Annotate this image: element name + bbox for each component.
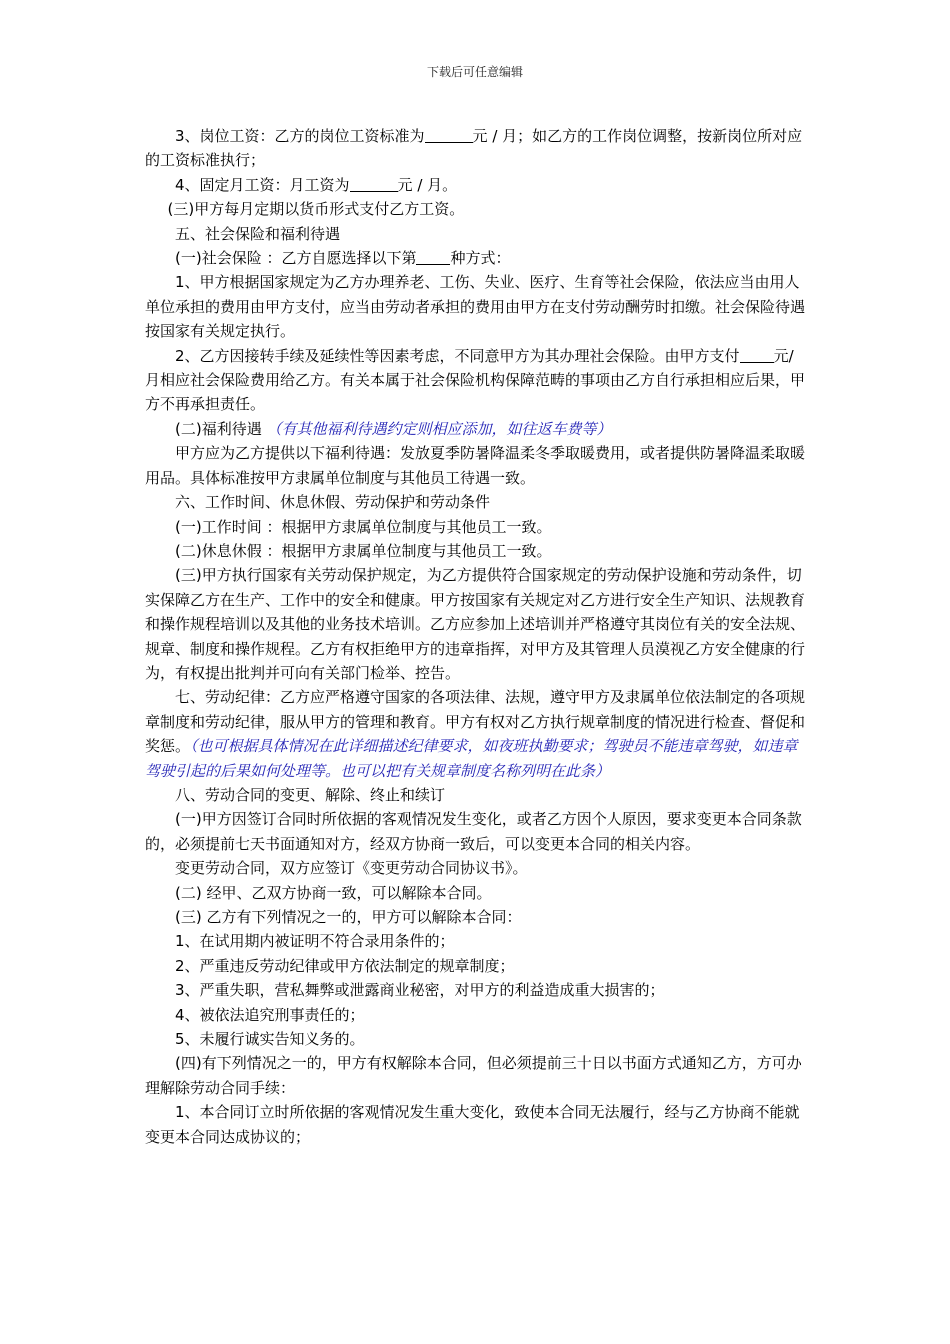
note-text: （也可根据具体情况在此详细描述纪律要求，如夜班执勤要求；驾驶员不能违章驾驶，如违章驾驶引起的后果如何处理等。也可以把有关规章制度名称列明在此条） xyxy=(145,737,798,780)
paragraph: 3、岗位工资：乙方的岗位工资标准为 元 / 月；如乙方的工作岗位调整，按新岗位所对应的工资标准执行； xyxy=(145,127,803,170)
note-text: （有其他福利待遇约定则相应添加，如往返车费等） xyxy=(266,419,612,438)
paragraph: (二) 经甲、乙双方协商一致，可以解除本合同。 xyxy=(175,883,492,902)
list-item: 1、在试用期内被证明不符合录用条件的； xyxy=(175,932,455,951)
section-heading: 五、社会保险和福利待遇 xyxy=(175,224,341,243)
paragraph: 2、乙方因接转手续及延续性等因素考虑，不同意甲方为其办理社会保险。由甲方支付 元/月相应社会保险费用给乙方。有关本属于社会保险机构保障范畴的事项由乙方自行承担相应后果，甲方不再承担责任。 xyxy=(145,346,806,414)
section-heading: 八、劳动合同的变更、解除、终止和续订 xyxy=(175,785,446,804)
paragraph: (四)有下列情况之一的，甲方有权解除本合同，但必须提前三十日以书面方式通知乙方，方可办理解除劳动合同手续： xyxy=(145,1054,802,1097)
paragraph: (二)福利待遇 （有其他福利待遇约定则相应添加，如往返车费等） xyxy=(175,419,612,438)
section-heading: 六、工作时间、休息休假、劳动保护和劳动条件 xyxy=(175,493,491,512)
document-body xyxy=(145,124,808,1149)
paragraph: (二)休息休假 ：根据甲方隶属单位制度与其他员工一致。 xyxy=(175,541,552,560)
paragraph: (三)甲方每月定期以货币形式支付乙方工资。 xyxy=(167,200,465,219)
fill-blank[interactable] xyxy=(425,128,473,143)
paragraph: (三) 乙方有下列情况之一的，甲方可以解除本合同： xyxy=(175,908,522,926)
list-item: 4、被依法追究刑事责任的； xyxy=(175,1005,365,1024)
list-item: 1、本合同订立时所依据的客观情况发生重大变化，致使本合同无法履行，经与乙方协商不能就变更本合同达成协议的； xyxy=(145,1103,800,1146)
fill-blank[interactable] xyxy=(740,348,774,363)
fill-blank[interactable] xyxy=(416,250,450,265)
paragraph: (一)工作时间 ：根据甲方隶属单位制度与其他员工一致。 xyxy=(175,517,552,536)
paragraph: 变更劳动合同，双方应签订《变更劳动合同协议书》。 xyxy=(175,859,528,878)
fill-blank[interactable] xyxy=(350,177,398,192)
paragraph: (一)甲方因签订合同时所依据的客观情况发生变化，或者乙方因个人原因，要求变更本合同条款的，必须提前七天书面通知对方，经双方协商一致后，可以变更本合同的相关内容。 xyxy=(145,810,802,853)
paragraph: 甲方应为乙方提供以下福利待遇：发放夏季防暑降温柔冬季取暖费用，或者提供防暑降温柔取暖用品。具体标准按甲方隶属单位制度与其他员工待遇一致。 xyxy=(145,444,806,487)
paragraph: (一)社会保险 ：乙方自愿选择以下第 种方式： xyxy=(175,249,511,268)
paragraph: (三)甲方执行国家有关劳动保护规定，为乙方提供符合国家规定的劳动保护设施和劳动条件，切实保障乙方在生产、工作中的安全和健康。甲方按国家有关规定对乙方进行安全生产知识、法规教育和操作规程培训以及其他的业务技术培训。乙方应参加上述培训并严格遵守其岗位有关的安全法规、规章、制度和操作规程。乙方有权拒绝甲方的违章指挥，对甲方及其管理人员漠视乙方安全健康的行为，有权提出批判并可向有关部门检举、控告。 xyxy=(145,566,806,682)
list-item: 5、未履行诚实告知义务的。 xyxy=(175,1030,365,1049)
paragraph: 4、固定月工资：月工资为 元 / 月。 xyxy=(175,175,458,194)
list-item: 2、严重违反劳动纪律或甲方依法制定的规章制度； xyxy=(175,956,515,975)
paragraph: 七、劳动纪律：乙方应严格遵守国家的各项法律、法规，遵守甲方及隶属单位依法制定的各项规章制度和劳动纪律，服从甲方的管理和教育。甲方有权对乙方执行规章制度的情况进行检查、督促和奖惩。（也可根据具体情况在此详细描述纪律要求，如夜班执勤要求；驾驶员不能违章驾驶，如违章驾驶引起的后果如何处理等。也可以把有关规章制度名称列明在此条） xyxy=(145,688,806,780)
page-header: 下载后可任意编辑 xyxy=(426,65,523,79)
paragraph: 1、甲方根据国家规定为乙方办理养老、工伤、失业、医疗、生育等社会保险，依法应当由用人单位承担的费用由甲方支付，应当由劳动者承担的费用由甲方在支付劳动酬劳时扣缴。社会保险待遇按国家有关规定执行。 xyxy=(145,273,806,341)
list-item: 3、严重失职，营私舞弊或泄露商业秘密，对甲方的利益造成重大损害的； xyxy=(175,981,665,1000)
